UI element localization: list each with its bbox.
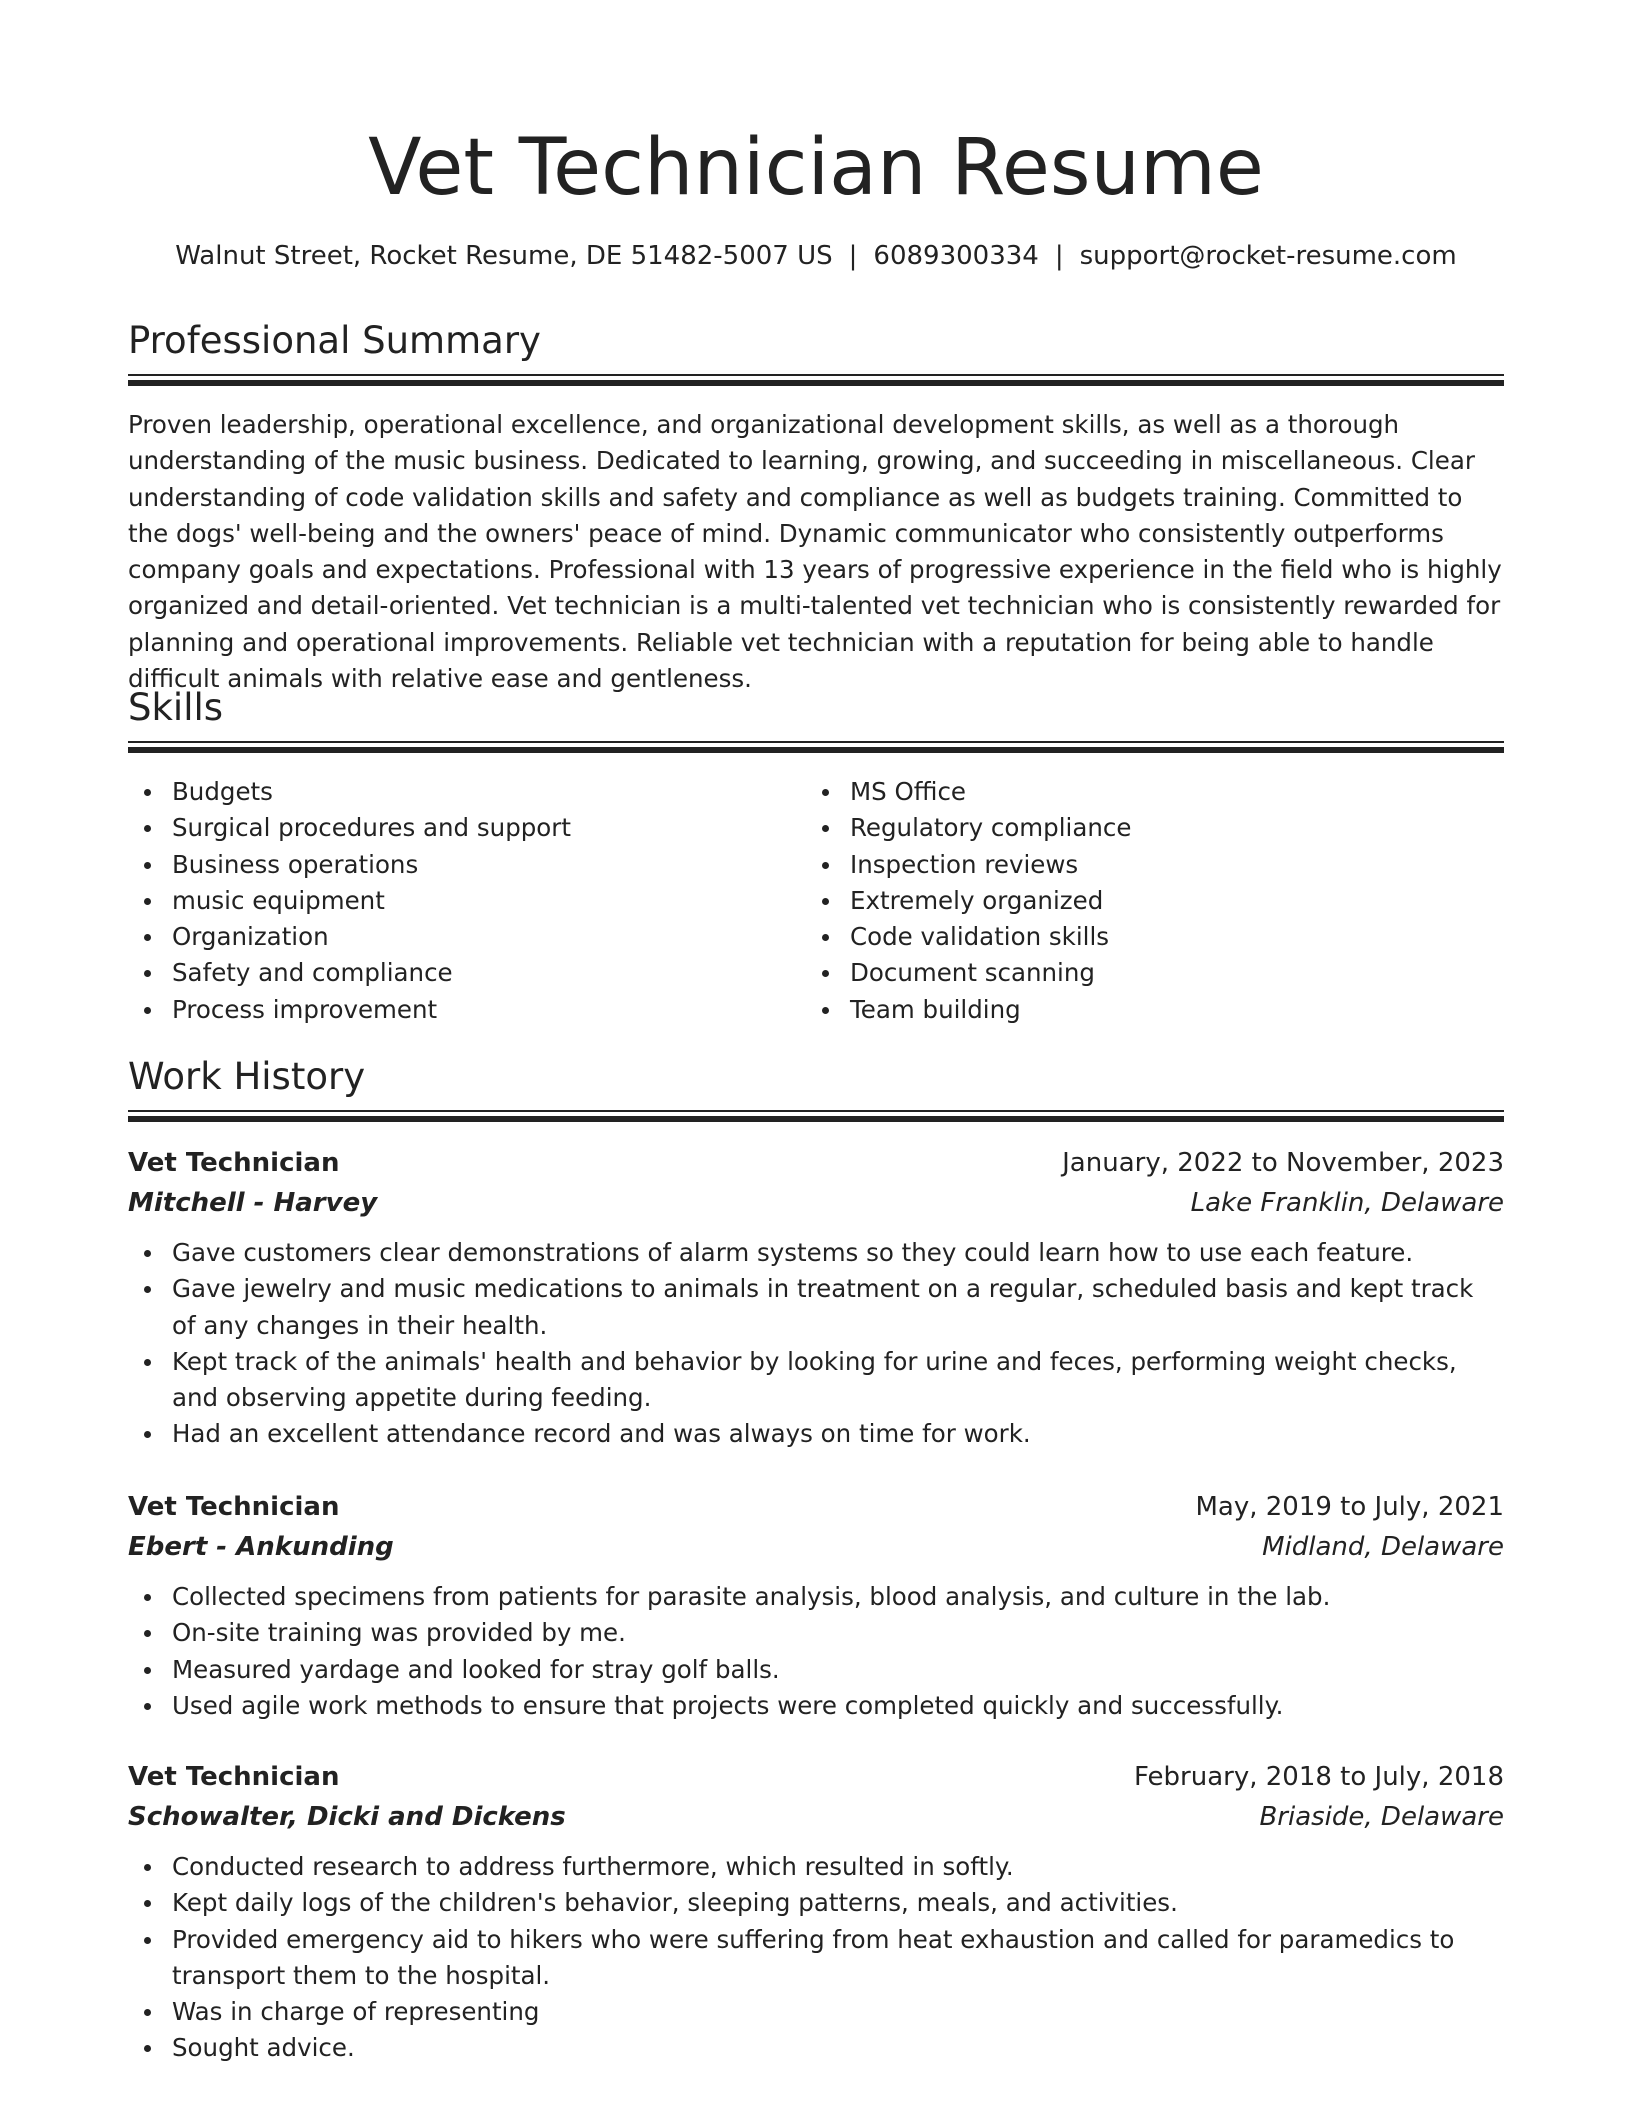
job-company: Mitchell - Harvey bbox=[128, 1188, 378, 1218]
job-dates: January, 2022 to November, 2023 bbox=[1062, 1148, 1504, 1178]
job-bullet: Conducted research to address furthermore, which resulted in softly. bbox=[128, 1849, 1504, 1885]
job-bullets bbox=[128, 1849, 1504, 2067]
skill-item: Team building bbox=[806, 992, 1446, 1028]
skill-item: Inspection reviews bbox=[806, 847, 1446, 883]
contact-address: Walnut Street, Rocket Resume, DE 51482-5007 US bbox=[175, 241, 833, 271]
summary-heading: Professional Summary bbox=[128, 319, 541, 362]
job-entry bbox=[128, 1143, 1504, 1453]
section-rule bbox=[128, 747, 1504, 753]
skills-section bbox=[128, 683, 1504, 753]
job-company: Schowalter, Dicki and Dickens bbox=[128, 1802, 566, 1832]
skill-item: Extremely organized bbox=[806, 883, 1446, 919]
job-bullet: Kept track of the animals' health and behavior by looking for urine and feces, performing weight checks, and observing appetite during feeding. bbox=[128, 1344, 1504, 1417]
skill-item: Process improvement bbox=[128, 992, 768, 1028]
job-bullet: Sought advice. bbox=[128, 2030, 1504, 2066]
job-bullet: Used agile work methods to ensure that projects were completed quickly and successfully. bbox=[128, 1688, 1504, 1724]
job-title: Vet Technician bbox=[128, 1762, 340, 1792]
job-bullet: Measured yardage and looked for stray golf balls. bbox=[128, 1652, 1504, 1688]
skill-item: Safety and compliance bbox=[128, 955, 768, 991]
job-bullet: Gave customers clear demonstrations of alarm systems so they could learn how to use each feature. bbox=[128, 1235, 1504, 1271]
job-location: Lake Franklin, Delaware bbox=[1190, 1188, 1504, 1218]
job-bullets bbox=[128, 1579, 1504, 1724]
summary-section bbox=[128, 316, 1504, 386]
job-entry bbox=[128, 1757, 1504, 2067]
skill-item: Code validation skills bbox=[806, 919, 1446, 955]
work-heading: Work History bbox=[128, 1055, 366, 1098]
work-section bbox=[128, 1052, 1504, 1122]
job-bullet: Was in charge of representing bbox=[128, 1994, 1504, 2030]
job-bullet: Provided emergency aid to hikers who were suffering from heat exhaustion and called for paramedics to transport them to the hospital. bbox=[128, 1922, 1504, 1995]
skill-item: Business operations bbox=[128, 847, 768, 883]
skills-list-right bbox=[806, 774, 1446, 1028]
skills-list-left bbox=[128, 774, 768, 1028]
skill-item: Organization bbox=[128, 919, 768, 955]
resume-title: Vet Technician Resume bbox=[368, 123, 1264, 213]
job-location: Briaside, Delaware bbox=[1259, 1802, 1504, 1832]
job-bullet: On-site training was provided by me. bbox=[128, 1615, 1504, 1651]
job-bullet: Gave jewelry and music medications to animals in treatment on a regular, scheduled basis and kept track of any changes in their health. bbox=[128, 1271, 1504, 1344]
job-company: Ebert - Ankunding bbox=[128, 1532, 394, 1562]
contact-phone: 6089300334 bbox=[873, 241, 1039, 271]
contact-line bbox=[128, 236, 1504, 276]
job-bullets bbox=[128, 1235, 1504, 1453]
job-dates: May, 2019 to July, 2021 bbox=[1195, 1492, 1504, 1522]
summary-text: Proven leadership, operational excellence, and organizational development skills, as well as a thorough understanding of the music business. Dedicated to learning, growing, and succeeding in miscellaneous. Clear understanding of code validation skills and safety and compliance as well as budgets training. Committed to the dogs' well-being and the owners' peace of mind. Dynamic communicator who consistently outperforms company goals and expectations. Professional with 13 years of progressive experience in the field who is highly organized and detail-oriented. Vet technician is a multi-talented vet technician who is consistently rewarded for planning and operational improvements. Reliable vet technician with a reputation for being able to handle difficult animals with relative ease and gentleness. bbox=[128, 410, 1502, 694]
contact-separator: | bbox=[1054, 241, 1064, 271]
job-dates: February, 2018 to July, 2018 bbox=[1134, 1762, 1504, 1792]
job-bullet: Collected specimens from patients for parasite analysis, blood analysis, and culture in the lab. bbox=[128, 1579, 1504, 1615]
job-title: Vet Technician bbox=[128, 1148, 340, 1178]
skill-item: Budgets bbox=[128, 774, 768, 810]
skill-item: music equipment bbox=[128, 883, 768, 919]
job-entry bbox=[128, 1487, 1504, 1724]
job-bullet: Had an excellent attendance record and was always on time for work. bbox=[128, 1416, 1504, 1452]
skill-item: Regulatory compliance bbox=[806, 810, 1446, 846]
contact-separator: | bbox=[848, 241, 858, 271]
job-bullet: Kept daily logs of the children's behavior, sleeping patterns, meals, and activities. bbox=[128, 1885, 1504, 1921]
section-rule bbox=[128, 380, 1504, 386]
section-rule bbox=[128, 1116, 1504, 1122]
skill-item: MS Office bbox=[806, 774, 1446, 810]
skill-item: Document scanning bbox=[806, 955, 1446, 991]
job-title: Vet Technician bbox=[128, 1492, 340, 1522]
skills-heading: Skills bbox=[128, 686, 224, 729]
skill-item: Surgical procedures and support bbox=[128, 810, 768, 846]
job-location: Midland, Delaware bbox=[1262, 1532, 1504, 1562]
contact-email: support@rocket-resume.com bbox=[1079, 241, 1457, 271]
